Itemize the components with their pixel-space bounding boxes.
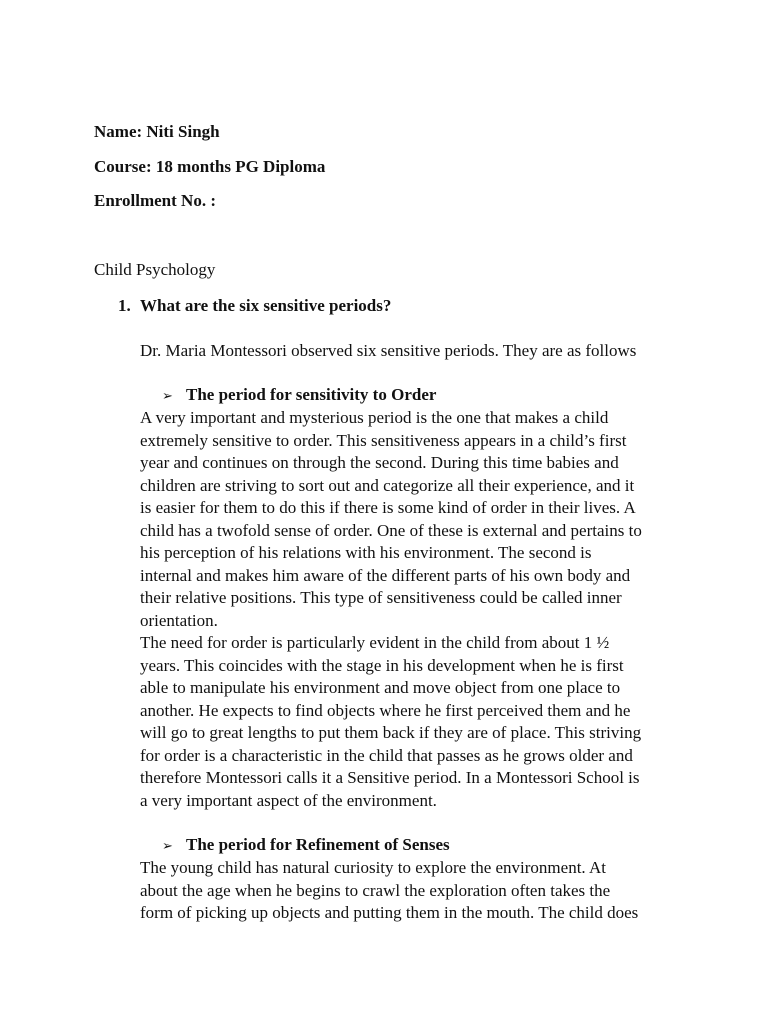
body-line: able to manipulate his environment and move object from one place to [140,678,621,697]
section-title-text: The period for Refinement of Senses [186,835,450,854]
body-line: years. This coincides with the stage in his development when he is first [140,655,624,675]
section-title-senses [162,835,450,855]
body-line: will go to great lengths to put them back if they are of place. This striving [140,723,642,742]
body-line: for order is a characteristic in the child that passes as he grows older and [140,745,633,765]
course-name: Course: 18 months PG Diploma [94,157,326,176]
arrow-bullet-icon: ➢ [162,839,173,854]
body-line: about the age when he begins to crawl the exploration often takes the [140,880,611,900]
body-line: another. He expects to find objects where he first perceived them and he [140,700,631,720]
section-body-order [140,407,680,812]
intro-paragraph: Dr. Maria Montessori observed six sensitive periods. They are as follows [140,341,637,360]
body-line: A very important and mysterious period is the one that makes a child [140,408,609,427]
body-line: The need for order is particularly evident in the child from about 1 ½ [140,633,610,652]
body-line: form of picking up objects and putting them in the mouth. The child does [140,903,639,922]
section-title-order [162,385,436,405]
body-line: is easier for them to do this if there is some kind of order in their lives. A [140,498,636,517]
body-line: his perception of his relations with his environment. The second is [140,543,592,562]
subject-title: Child Psychology [94,260,216,279]
question-heading [118,296,391,316]
body-line: orientation. [140,610,218,630]
section-title-text: The period for sensitivity to Order [186,385,437,404]
question-text: What are the six sensitive periods? [140,296,392,315]
body-line: year and continues on through the second. During this time babies and [140,453,619,472]
body-line: child has a twofold sense of order. One of these is external and pertains to [140,520,642,540]
arrow-bullet-icon: ➢ [162,389,173,404]
body-line: children are striving to sort out and categorize all their experience, and it [140,475,635,495]
body-line: The young child has natural curiosity to explore the environment. At [140,858,606,877]
body-line: a very important aspect of the environment. [140,790,437,810]
body-line: therefore Montessori calls it a Sensitive period. In a Montessori School is [140,768,640,787]
section-body-senses [140,857,680,925]
body-line: extremely sensitive to order. This sensitiveness appears in a child’s first [140,430,627,450]
question-number: 1. [118,296,131,315]
student-name: Name: Niti Singh [94,122,220,141]
body-line: their relative positions. This type of sensitiveness could be called inner [140,588,622,607]
body-line: internal and makes him aware of the different parts of his own body and [140,565,631,585]
enrollment-number: Enrollment No. : [94,191,216,210]
